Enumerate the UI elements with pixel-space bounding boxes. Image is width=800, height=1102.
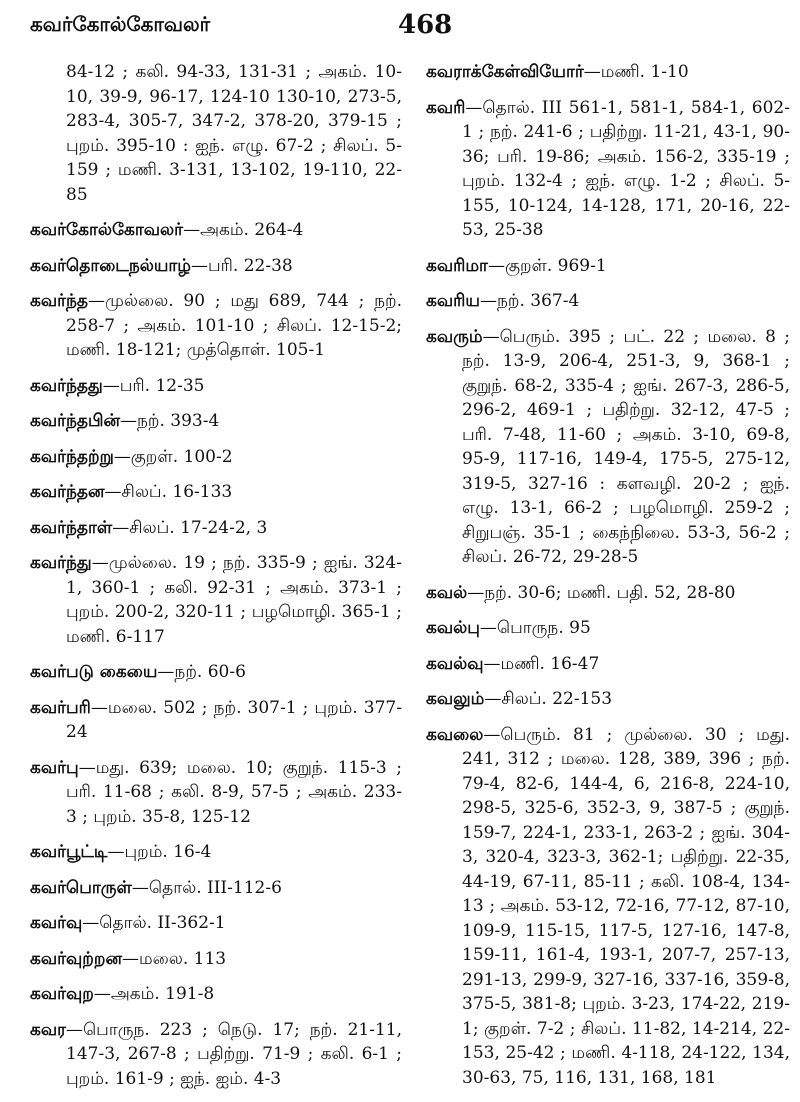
index-entry [30, 289, 402, 363]
entry-headword: கவர்ந்தாள் [30, 517, 113, 538]
index-entry [30, 218, 402, 243]
index-entry [30, 876, 402, 901]
index-entry [30, 445, 402, 470]
entry-references: —மணி. 16-47 [483, 653, 600, 674]
entry-references: —பொருந. 95 [479, 618, 591, 638]
entry-references: —குறள். 969-1 [487, 255, 607, 276]
entry-headword: கவர்ந்தது [30, 375, 103, 396]
index-entry [30, 756, 402, 830]
entry-references: —அகம். 264-4 [183, 220, 304, 240]
entry-headword: கவல்பு [426, 618, 480, 638]
entry-headword: கவர்பொருள் [30, 877, 132, 898]
entry-references: —தொல். II-362-1 [82, 913, 226, 933]
index-entry [426, 60, 790, 85]
page-header [30, 12, 770, 48]
index-entry [30, 254, 402, 279]
entry-references: —பெரும். 81 ; முல்லை. 30 ; மது. 241, 312 ; மலை. 128, 389, 396 ; நற். 79-4, 82-6, 144-4, 6, 216-8, 224-10, 298-5, 325-6, 352-3, 9, 387-5 ; குறுந். 159-7, 224-1, 233-1, 263-2 ; ஐங். 304-3, 320-4, 323-3, 362-1; பதிற்று. 22-35, 44-19, 67-11, 85-11 ; கலி. 108-4, 134-13 ; அகம். 53-12, 72-16, 77-12, 87-10, 109-9, 115-15, 117-5, 127-16, 147-8, 159-11, 161-4, 193-1, 207-7, 257-13, 291-13, 299-9, 327-16, 337-16, 359-8, 375-5, 381-8; புறம். 3-23, 174-22, 219-1; குறள். 7-2 ; சிலப். 11-82, 14-214, 22-153, 25-42 ; மணி. 4-118, 24-122, 134, 30-63, 75, 116, 131, 168, 181 [462, 724, 790, 1088]
entry-headword: கவரிய [426, 291, 480, 311]
entry-references: —பொருந. 223 ; நெடு. 17; நற். 21-11, 147-3, 267-8 ; பதிற்று. 71-9 ; கலி. 6-1 ; புறம். 161-9 ; ஐந். ஐம். 4-3 [65, 1019, 402, 1089]
entry-headword: கவர்ந்து [30, 553, 92, 573]
entry-references: —பெரும். 395 ; பட். 22 ; மலை. 8 ; நற். 13-9, 206-4, 251-3, 9, 368-1 ; குறுந். 68-2, 335-4 ; ஐங். 267-3, 286-5, 296-2, 469-1 ; பதிற்று. 32-12, 47-5 ; பரி. 7-48, 11-60 ; அகம். 3-10, 69-8, 95-9, 117-16, 149-4, 175-5, 275-12, 319-5, 327-16 : களவழி. 20-2 ; ஐந். எழு. 13-1, 66-2 ; பழமொழி. 259-2 ; சிறுபஞ். 35-1 ; கைந்நிலை. 53-3, 56-2 ; சிலப். 26-72, 29-28-5 [462, 326, 790, 567]
entry-references: —பரி. 22-38 [191, 255, 293, 276]
entry-headword: கவர்பூட்டி [30, 842, 108, 862]
entry-references: —புறம். 16-4 [107, 842, 212, 862]
index-entry [30, 409, 402, 434]
index-entry [426, 254, 790, 279]
index-entry [30, 982, 402, 1007]
entry-headword: கவலை [426, 724, 484, 745]
entry-references: —சிலப். 22-153 [484, 689, 613, 709]
index-entry [426, 723, 790, 1091]
entry-references: —தொல். III-112-6 [131, 877, 282, 898]
entry-headword: கவர்பரி [30, 697, 91, 718]
entry-references: —முல்லை. 19 ; நற். 335-9 ; ஐங். 324-1, 360-1 ; கலி. 92-31 ; அகம். 373-1 ; புறம். 200-2, 320-11 ; பழமொழி. 365-1 ; மணி. 6-117 [66, 553, 402, 647]
entry-references: —பரி. 12-35 [102, 375, 205, 396]
entry-headword: கவலும் [426, 689, 485, 709]
entry-references: —குறள். 100-2 [113, 446, 233, 467]
index-entry [30, 1018, 402, 1092]
index-entry [426, 616, 790, 641]
entry-references: —அகம். 191-8 [93, 984, 215, 1004]
index-entry [30, 516, 402, 541]
index-entry [30, 60, 402, 207]
page-number: 468 [398, 10, 453, 40]
entry-headword: கவல் [426, 582, 468, 603]
index-entry [426, 581, 790, 606]
index-entry [426, 96, 790, 243]
entry-headword: கவரிமா [426, 255, 488, 276]
index-entry [426, 289, 790, 314]
entry-headword: கவரி [426, 97, 466, 118]
index-entry [30, 696, 402, 745]
entry-references: —மணி. 1-10 [583, 62, 689, 82]
left-column [30, 60, 402, 1102]
entry-references: —மலை. 502 ; நற். 307-1 ; புறம். 377-24 [66, 697, 402, 742]
index-entry [426, 687, 790, 712]
entry-headword: கவல்வு [426, 653, 484, 674]
entry-headword: கவர்வுற [30, 984, 94, 1004]
entry-headword: கவர்தொடைநல்யாழ் [30, 255, 191, 276]
entry-headword: கவர்ந்த [30, 291, 89, 311]
index-entry [30, 840, 402, 865]
entry-headword: கவர்ந்தபின் [30, 411, 120, 431]
entry-references: 84-12 ; கலி. 94-33, 131-31 ; அகம். 10-10, 39-9, 96-17, 124-10 130-10, 273-5, 283-4, 305-7, 347-2, 378-20, 379-15 ; புறம். 395-10 : ஐந். எழு. 67-2 ; சிலப். 5-159 ; மணி. 3-131, 13-102, 19-110, 22-85 [66, 62, 402, 205]
index-entry [426, 325, 790, 570]
index-entry [30, 551, 402, 649]
running-head-word: கவர்கோல்கோவலர் [30, 12, 211, 36]
entry-references: —நற். 393-4 [120, 411, 220, 431]
entry-headword: கவர்ந்தற்று [30, 446, 114, 467]
entry-headword: கவர [30, 1019, 66, 1040]
entry-references: —சிலப். 16-133 [104, 482, 233, 502]
entry-references: —நற். 30-6; மணி. பதி. 52, 28-80 [467, 582, 736, 603]
index-entry [30, 374, 402, 399]
entry-references: —சிலப். 17-24-2, 3 [112, 517, 268, 538]
entry-headword: கவராக்கேள்வியோர் [426, 62, 584, 82]
entry-headword: கவர்வுற்றன [30, 948, 122, 969]
index-entry [30, 660, 402, 685]
entry-references: —முல்லை. 90 ; மது 689, 744 ; நற். 258-7 ; அகம். 101-10 ; சிலப். 12-15-2; மணி. 18-121; முத்தொள். 105-1 [66, 291, 402, 360]
entry-headword: கவர்ந்தன [30, 482, 105, 502]
index-entry [426, 652, 790, 677]
entry-references: —மது. 639; மலை. 10; குறுந். 115-3 ; பரி. 11-68 ; கலி. 8-9, 57-5 ; அகம். 233-3 ; புறம். 35-8, 125-12 [66, 757, 402, 827]
index-entry [30, 911, 402, 936]
entry-headword: கவர்பு [30, 757, 79, 778]
entry-references: —தொல். III 561-1, 581-1, 584-1, 602-1 ; நற். 241-6 ; பதிற்று. 11-21, 43-1, 90-36; பரி. 19-86; அகம். 156-2, 335-19 ; புறம். 132-4 ; ஐந். எழு. 1-2 ; சிலப். 5-155, 10-124, 14-128, 171, 20-16, 22-53, 25-38 [462, 97, 790, 240]
entry-headword: கவரும் [426, 326, 483, 347]
entry-references: —மலை. 113 [121, 948, 227, 969]
entry-headword: கவர்வு [30, 913, 83, 933]
entry-headword: கவர்கோல்கோவலர் [30, 220, 184, 240]
entry-references: —நற். 367-4 [479, 291, 580, 311]
index-entry [30, 480, 402, 505]
entry-headword: கவர்படு கையை [30, 662, 158, 682]
right-column [426, 60, 790, 1101]
index-entry [30, 947, 402, 972]
entry-references: —நற். 60-6 [157, 662, 246, 682]
